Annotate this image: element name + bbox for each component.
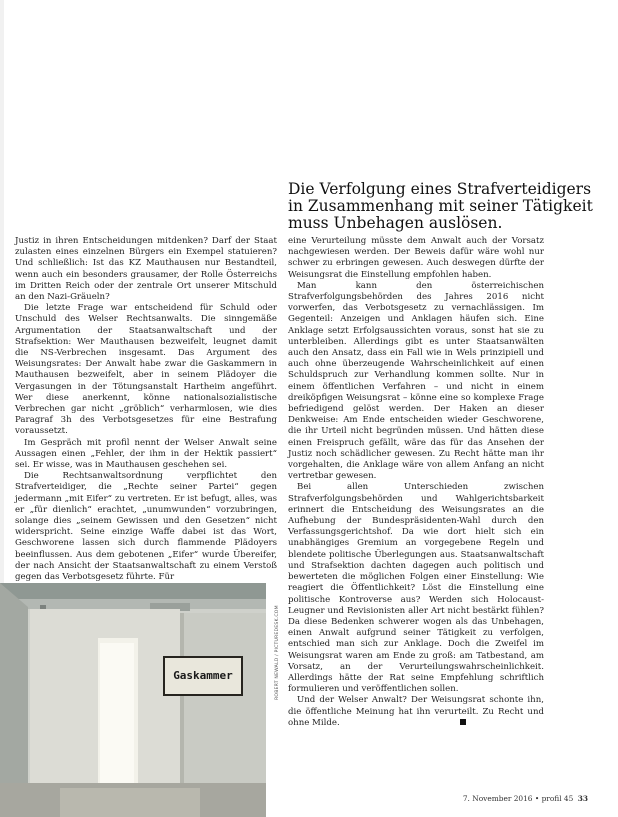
gas-chamber-photo <box>0 583 266 817</box>
paragraph: Bei allen Unterschieden zwischen Strafverfolgungsbehörden und Wahlgerichtsbarkeit erinnert die Entscheidung des Weisungsrates an die Aufhebung der Bundespräsidenten-Wahl durch den Verfassungsgerichtshof. Da wie dort hielt sich ein unabhängiges Gremium an vorgegebene Regeln und blendete politische Überlegungen aus. Staatsanwaltschaft und Strafsektion dachten dagegen auch politisch und bewerteten die möglichen Folgen einer Einstellung: Wie reagiert die Öffentlichkeit? Löst die Einstellung eine politische Kontroverse aus? Werden sich Holocaust-Leugner und Revisionisten aller Art nicht bestärkt fühlen? Da diese Bedenken schwerer wogen als das Unbehagen, einen Anwalt aufgrund seiner Tätigkeit zu verfolgen, entschied man sich zur Anklage. Doch die Zweifel im Weisungsrat waren am Ende zu groß: am Tatbestand, am Vorsatz, an der Verurteilungswahrscheinlichkeit. Allerdings hätte der Rat seine Empfehlung schriftlich formulieren und veröffentlichen sollen. <box>288 482 544 695</box>
paragraph: Justiz in ihren Entscheidungen mitdenken? Darf der Staat zulasten eines einzelnen Bürgers ein Exempel statuieren? Und schließlich: Ist das KZ Mauthausen nur Bestandteil, wenn auch ein besonders grausamer, der Rolle Österreichs im Dritten Reich oder der zentrale Ort unserer Mitschuld an den Nazi-Gräueln? <box>15 236 277 303</box>
paragraph: Im Gespräch mit profil nennt der Welser Anwalt seine Aussagen einen „Fehler, der ihm in der Hektik passiert“ sei. Er wisse, was in Mauthausen geschehen sei. <box>15 437 277 471</box>
article-column-right <box>288 236 544 729</box>
article-column-left <box>15 236 277 583</box>
photo-credit: ROBERT NEWALD / PICTUREDESK.COM <box>275 605 280 700</box>
paragraph <box>288 695 544 729</box>
pull-quote-line: muss Unbehagen auslösen. <box>288 214 503 232</box>
closing-text: Und der Welser Anwalt? Der Weisungsrat schonte ihn, die öffentliche Meinung hat ihn verurteilt. Zu Recht und ohne Milde. <box>288 695 544 728</box>
pull-quote-line: Die Verfolgung eines Strafverteidigers <box>288 180 592 198</box>
footer-date-issue: 7. November 2016 • profil 45 <box>462 794 574 803</box>
paragraph: Die Rechtsanwaltsordnung verpflichtet den Strafverteidiger, die „Rechte seiner Partei“ gegen jedermann „mit Eifer“ zu vertreten. Er ist befugt, alles, was er „für dienlich“ erachtet, „unumwunden“ vorzubringen, solange dies „seinem Gewissen und den Gesetzen“ nicht widerspricht. Seine einzige Waffe dabei ist das Wort, Geschworene lassen sich durch flammende Plädoyers beeinflussen. Aus dem gebotenen „Eifer“ wurde Übereifer, der nach Ansicht der Staatsanwaltschaft zu einem Verstoß gegen das Verbotsgesetz führte. Für <box>15 471 277 583</box>
paragraph: eine Verurteilung müsste dem Anwalt auch der Vorsatz nachgewiesen werden. Der Beweis dafür wäre wohl nur schwer zu erbringen gewesen. Auch deswegen dürfte der Weisungsrat die Einstellung empfohlen haben. <box>288 236 544 280</box>
pull-quote <box>288 180 593 232</box>
gas-chamber-sign-label: Gaskammer <box>173 669 233 682</box>
paragraph: Man kann den österreichischen Strafverfolgungsbehörden des Jahres 2016 nicht vorwerfen, das Verbotsgesetz zu vernachlässigen. Im Gegenteil: Anzeigen und Anklagen häufen sich. Eine Anklage setzt Erfolgsaussichten voraus, sonst hat sie zu unterbleiben. Allerdings gibt es unter Staatsanwälten auch den Ansatz, dass ein Fall wie in Wels prinzipiell und auch ohne überzeugende Wahrscheinlichkeit auf einen Schuldspruch zur Verhandlung kommen sollte. Nur in einem öffentlichen Verfahren – und nicht in einem dreiköpfigen Weisungsrat – könne eine so komplexe Frage befriedigend gelöst werden. Der Haken an dieser Denkweise: Am Ende entscheiden wieder Geschworene, die ihr Urteil nicht begründen müssen. Und hätten diese einen Freispruch gefällt, wäre das für das Ansehen der Justiz noch schädlicher gewesen. Zu Recht hätte man ihr vorgehalten, die Anklage wäre von allem Anfang an nicht vertretbar gewesen. <box>288 280 544 482</box>
page-footer <box>463 794 588 803</box>
paragraph: Die letzte Frage war entscheidend für Schuld oder Unschuld des Welser Rechtsanwalts. Die sinngemäße Argumentation der Staatsanwaltschaft und der Strafsektion: Wer Mauthausen bezweifelt, leugnet damit die NS-Verbrechen insgesamt. Das Argument des Weisungsrates: Der Anwalt habe zwar die Gaskammern in Mauthausen bezweifelt, aber in seinem Plädoyer die Vergasungen in der Tötungsanstalt Hartheim angeführt. Wer diese anerkennt, könne nationalsozialistische Verbrechen gar nicht „gröblich“ verharmlosen, wie dies Paragraf 3h des Verbotsgesetzes für eine Bestrafung voraussetzt. <box>15 303 277 437</box>
end-of-article-mark <box>460 719 466 725</box>
photo-illustration <box>0 583 266 817</box>
page-number: 33 <box>577 794 588 803</box>
pull-quote-line: in Zusammenhang mit seiner Tätigkeit <box>288 197 593 215</box>
